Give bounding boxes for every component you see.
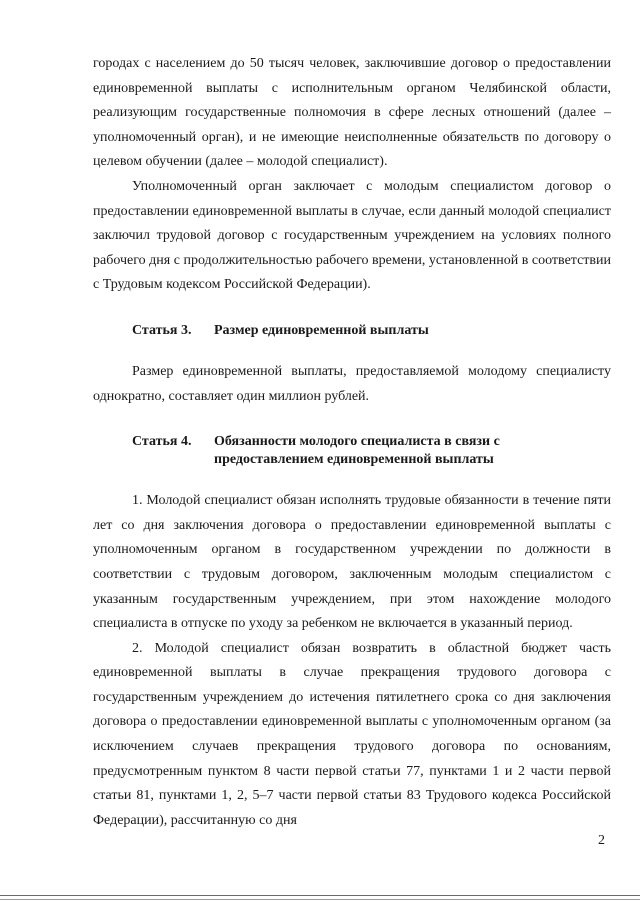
spacer: [93, 298, 611, 322]
article-3-paragraph: Размер единовременной выплаты, предоставляемой молодому специалисту однократно, составляет один миллион рублей.: [93, 363, 611, 404]
spacer: [93, 409, 611, 433]
article-3-heading: [93, 322, 611, 340]
article-4-title: Обязанности молодого специалиста в связи с предоставлением единовременной выплаты: [214, 434, 500, 468]
article-3-number: Статья 3.: [132, 322, 192, 338]
article-4-paragraph-2: 2. Молодой специалист обязан возвратить в областной бюджет часть единовременной выплаты в случае прекращения трудового договора с государственным учреждением до истечения пятилетнего срока со дня заключения договора о предоставлении единовременной выплаты с уполномоченным органом (за исключением случаев прекращения трудового договора по основаниям, предусмотренным пунктом 8 части первой статьи 77, пунктами 1 и 2 части первой статьи 81, пунктами 1, 2, 5–7 части первой статьи 83 Трудового кодекса Российской Федерации), рассчитанную со дня: [93, 640, 611, 828]
page-number: 2: [598, 833, 605, 848]
article-4-paragraph-1: 1. Молодой специалист обязан исполнять трудовые обязанности в течение пяти лет со дня заключения договора о предоставлении единовременной выплаты с уполномоченным органом в государственном учреждении по должности в соответствии с трудовым договором, заключенным молодым специалистом с указанным государственным учреждением, при этом нахождение молодого специалиста в отпуске по уходу за ребенком не включается в указанный период.: [93, 493, 611, 632]
spacer: [93, 340, 611, 360]
paragraph-agreement-conditions: Уполномоченный орган заключает с молодым специалистом договор о предоставлении единовременной выплаты в случае, если данный молодой специалист заключил трудовой договор с государственным учреждением на условиях полного рабочего дня с продолжительностью рабочего времени, установленной в соответствии с Трудовым кодексом Российской Федерации).: [93, 178, 611, 293]
article-4-heading: [93, 433, 611, 469]
spacer: [93, 469, 611, 489]
document-body: [93, 52, 611, 833]
article-3-title: Размер единовременной выплаты: [214, 322, 429, 338]
paragraph-continuation: городах с населением до 50 тысяч человек, заключившие договор о предоставлении единовременной выплаты с исполнительным органом Челябинской области, реализующим государственные полномочия в сфере лесных отношений (далее – уполномоченный орган), и не имеющие неисполненные обязательств по договору о целевом обучении (далее – молодой специалист).: [93, 56, 611, 170]
scan-edge-line: [0, 895, 640, 896]
scan-edge-line: [0, 899, 640, 900]
article-4-number: Статья 4.: [132, 434, 192, 450]
